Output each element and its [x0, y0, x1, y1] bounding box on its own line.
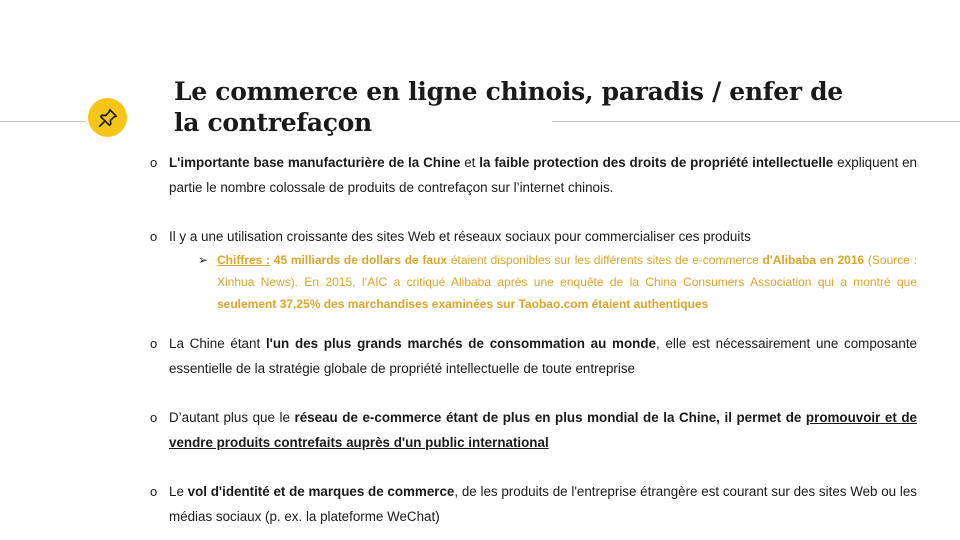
bullet-social-networks: [150, 224, 917, 249]
arrow-bullet-icon: ➢: [198, 253, 209, 267]
slide-content: [150, 150, 917, 529]
figures-highlight: 45 milliards de dollars de faux: [270, 253, 448, 267]
bullet-circle: o: [150, 484, 158, 499]
bullet-text: Il y a une utilisation croissante des sites Web et réseaux sociaux pour commercialiser ces produits: [169, 229, 751, 244]
bullet-text: et: [460, 155, 480, 170]
figures-highlight: des marchandises examinées sur Taobao.com étaient authentiques: [320, 297, 709, 311]
sub-bullet-figures: [198, 249, 917, 315]
bullet-text-bold: L'importante base manufacturière de la Chine: [169, 155, 461, 170]
bullet-consumer-market: [150, 331, 917, 381]
figures-highlight: seulement 37,25%: [217, 297, 321, 311]
bullet-text-bold-underlined: promouvoir et de vendre produits contrefaits auprès d'un public international: [169, 410, 917, 450]
bullet-text-bold: vol d'identité et de marques de commerce: [187, 484, 455, 499]
header-rule-left: [0, 121, 86, 122]
bullet-text: expliquent en partie le nombre colossale de produits de contrefaçon sur l’internet chinois.: [169, 155, 917, 195]
bullet-circle: o: [150, 229, 158, 244]
figures-label: Chiffres :: [217, 253, 271, 267]
bullet-text: D’autant plus que le: [169, 410, 295, 425]
bullet-text-bold: réseau de e-commerce étant de plus en plus mondial de la Chine, il permet de: [294, 410, 806, 425]
bullet-text-bold: la faible protection des droits de propriété intellectuelle: [479, 155, 834, 170]
figures-text: (Source : Xinhua News). En 2015, l’AIC a critiqué Alibaba après une enquête de la China Consumers Association qui a montré que: [217, 253, 917, 289]
bullet-circle: o: [150, 155, 158, 170]
bullet-text: , elle est nécessairement une composante essentielle de la stratégie globale de propriété intellectuelle de toute entreprise: [169, 336, 917, 376]
bullet-circle: o: [150, 410, 158, 425]
figures-text: étaient disponibles sur les différents sites de e-commerce: [447, 253, 763, 267]
pushpin-icon: [88, 98, 127, 137]
bullet-ecommerce-network: [150, 405, 917, 455]
figures-highlight: d'Alibaba en 2016: [762, 253, 865, 267]
bullet-text: La Chine étant: [169, 336, 266, 351]
slide-title: Le commerce en ligne chinois, paradis / enfer de la contrefaçon: [174, 77, 843, 137]
bullet-text: , de les produits de l'entreprise étrangère est courant sur des sites Web ou les médias sociaux (p. ex. la plateforme WeChat): [169, 484, 917, 524]
bullet-circle: o: [150, 336, 158, 351]
bullet-text-bold: l'un des plus grands marchés de consommation au monde: [265, 336, 656, 351]
bullet-identity-theft: [150, 479, 917, 529]
bullet-text: Le: [169, 484, 188, 499]
bullet-manufacturing-base: [150, 150, 917, 200]
